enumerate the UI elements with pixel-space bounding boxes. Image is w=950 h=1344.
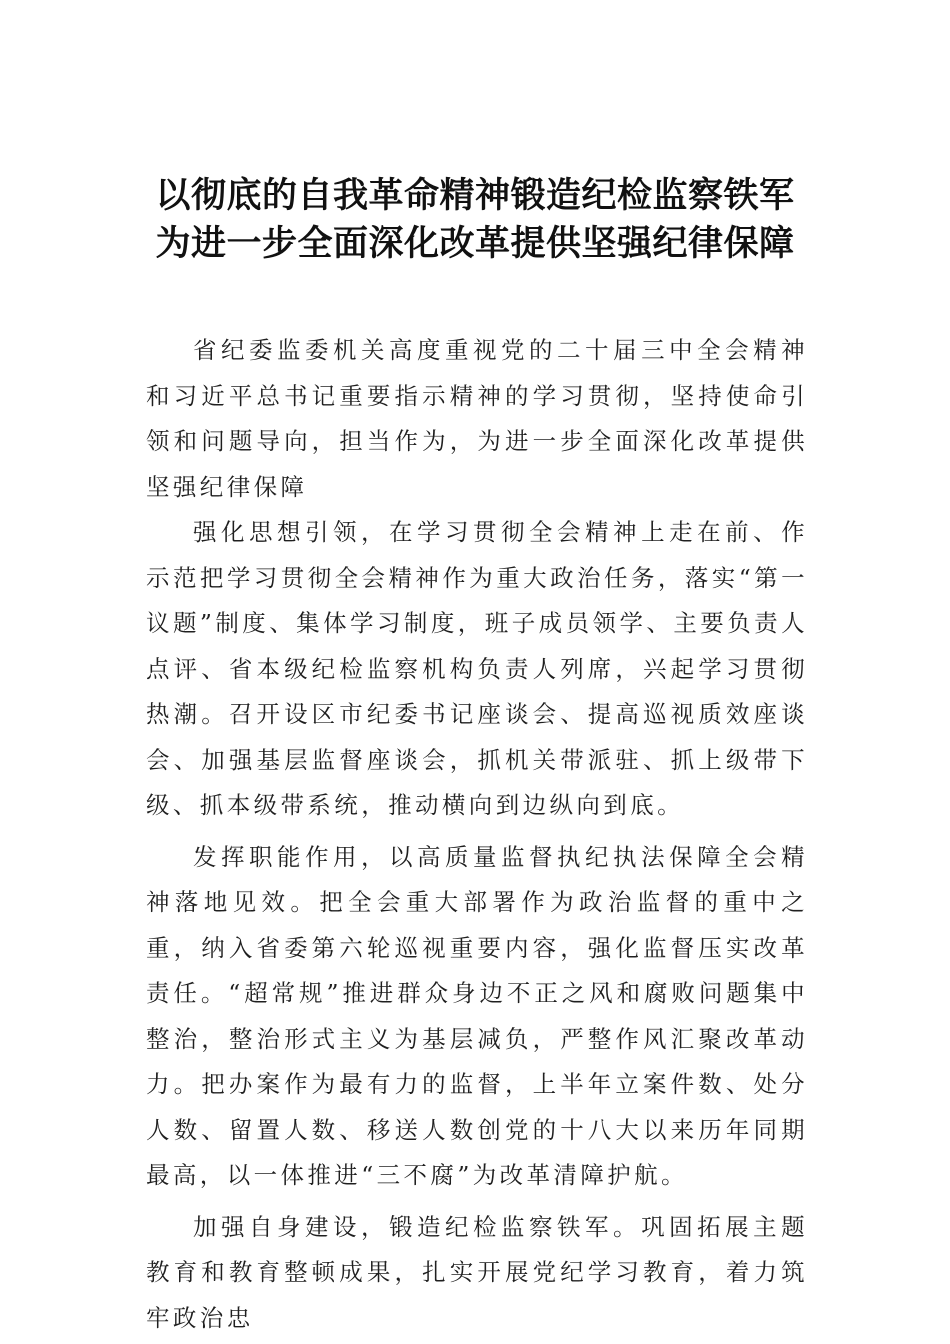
paragraph-self-building: 加强自身建设，锻造纪检监察铁军。巩固拓展主题教育和教育整顿成果，扎实开展党纪学习教育，着力筑牢政治忠 [146, 1212, 808, 1332]
title-line-1: 以彻底的自我革命精神锻造纪检监察铁军 [155, 176, 795, 216]
paragraph-functional-role: 发挥职能作用，以高质量监督执纪执法保障全会精神落地见效。把全会重大部署作为政治监督的重中之重，纳入省委第六轮巡视重要内容，强化监督压实改革责任。“超常规”推进群众身边不正之风和腐败问题集中整治，整治形式主义为基层减负，严整作风汇聚改革动力。把办案作为最有力的监督，上半年立案件数、处分人数、留置人数、移送人数创党的十八大以来历年同期最高，以一体推进“三不腐”为改革清障护航。 [146, 842, 808, 1189]
paragraph-ideological-guidance: 强化思想引领，在学习贯彻全会精神上走在前、作示范把学习贯彻全会精神作为重大政治任务，落实“第一议题”制度、集体学习制度，班子成员领学、主要负责人点评、省本级纪检监察机构负责人列席，兴起学习贯彻热潮。召开设区市纪委书记座谈会、提高巡视质效座谈会、加强基层监督座谈会，抓机关带派驻、抓上级带下级、抓本级带系统，推动横向到边纵向到底。 [146, 518, 808, 819]
document-title [0, 172, 950, 268]
title-line-2: 为进一步全面深化改革提供坚强纪律保障 [155, 224, 795, 264]
paragraph-intro: 省纪委监委机关高度重视党的二十届三中全会精神和习近平总书记重要指示精神的学习贯彻，坚持使命引领和问题导向，担当作为，为进一步全面深化改革提供坚强纪律保障 [146, 336, 808, 501]
document-body [146, 328, 808, 1341]
